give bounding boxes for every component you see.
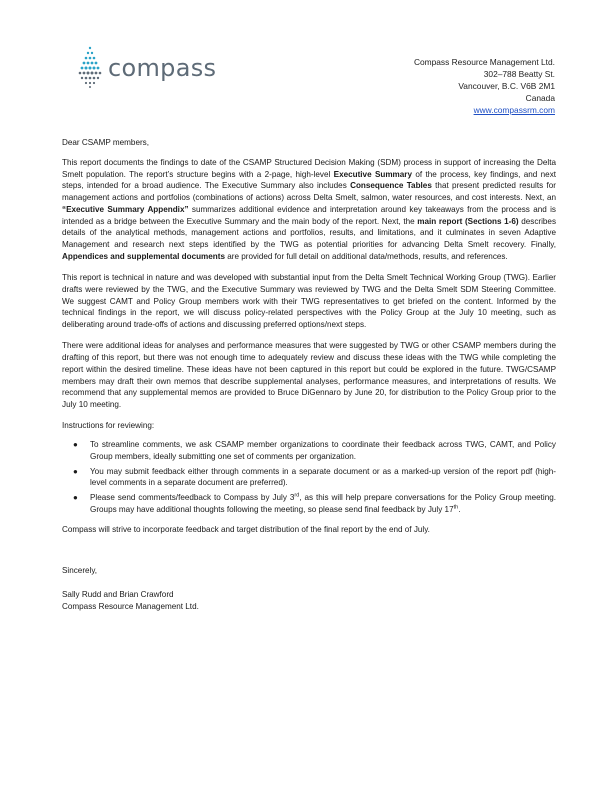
p1-text-c: of the process, key findings, and next steps, intended for a broad audience. The Executive Summary also includes	[62, 169, 557, 191]
address-country: Canada	[525, 92, 555, 103]
p1-text-k: are provided for full detail on additional data/methods, results, and references.	[224, 251, 508, 261]
compass-logo-icon	[72, 44, 108, 90]
bullet-icon: ●	[73, 440, 78, 449]
letter-body	[62, 137, 556, 613]
list-item	[73, 466, 556, 490]
p1-text-e: that present predicted results for management actions and portfolios (combinations of actions) across Delta Smelt, salmon, water resources, and cost interests. Next, an	[62, 181, 556, 202]
company-name: Compass Resource Management Ltd.	[413, 57, 555, 67]
paragraph-4: Compass will strive to incorporate feedback and target distribution of the final report by the end of July.	[62, 524, 430, 534]
bullet-3-sup-b: th	[453, 504, 459, 511]
compass-logo	[72, 44, 232, 90]
paragraph-2: This report is technical in nature and was developed with substantial input from the Delta Smelt Technical Working Group (TWG). Earlier drafts were reviewed by the TWG, and the Executive Summary was reviewed by TWG and the Delta Smelt SDM Steering Committee. We suggest CAMT and Policy Group members work with their TWG representatives to get briefed on the content. Informed by the technical findings in the report, we will discuss policy-related perspectives with the Policy Group at the July 10 meeting, such as deliberating around trade-offs of actions and discussing preferred options/next steps.	[62, 273, 556, 329]
list-item	[73, 439, 556, 463]
bullet-3-text-a: Please send comments/feedback to Compass by July 3	[90, 493, 295, 502]
p1-text-a: This report documents the findings to date of the CSAMP Structured Decision Making (SDM) process in support of increasing the Delta Smelt population. The report’s structure begins with a 2-page, high-level	[62, 157, 556, 179]
p1-bold-consequence-tables: Consequence Tables	[350, 181, 432, 191]
bullet-3-text-b: , as this will help prepare conversations for the Policy Group meeting. Groups may have additional thoughts following the meeting, so please send final feedback by July 17	[90, 493, 556, 514]
instructions-label: Instructions for reviewing:	[62, 421, 155, 431]
salutation: Dear CSAMP members,	[62, 138, 149, 147]
signer-company: Compass Resource Management Ltd.	[62, 601, 199, 611]
bullet-1-text: To streamline comments, we ask CSAMP member organizations to coordinate their feedback across TWG, CAMT, and Policy Group members, ideally submitting one set of comments per organization.	[90, 440, 556, 461]
p1-bold-main-report: main report (Sections 1-6)	[417, 216, 519, 226]
list-item	[73, 492, 556, 516]
paragraph-1	[62, 157, 556, 263]
p1-bold-exec-summary-appendix: “Executive Summary Appendix”	[62, 204, 189, 214]
p1-bold-executive-summary: Executive Summary	[333, 169, 412, 179]
p1-bold-appendices: Appendices and supplemental documents	[62, 251, 225, 261]
bullet-icon: ●	[73, 466, 78, 476]
bullet-2-text: You may submit feedback either through comments in a separate document or as a marked-up version of the report pdf (high-level comments in a separate document are preferred).	[90, 466, 556, 488]
instructions-list	[62, 439, 556, 516]
website-link[interactable]: www.compassrm.com	[473, 104, 555, 115]
company-address	[414, 57, 555, 117]
bullet-3-text-c: .	[458, 504, 461, 514]
logo-wordmark: compass	[108, 54, 217, 82]
p1-text-i: describes details of the analytical methods, management actions and portfolios, results, and limitations, and it culminates in seven Adaptive Management and research next steps identified by the TWG as potential priorities for advancing Delta Smelt recovery. Finally,	[62, 216, 557, 249]
address-line-2: Vancouver, B.C. V6B 2M1	[458, 80, 555, 91]
bullet-icon: ●	[73, 493, 78, 502]
p1-text-g: summarizes additional evidence and interpretation around key takeaways from the process and is intended as a bridge between the Executive Summary and the main body of the report. Next, the	[62, 204, 556, 226]
paragraph-3: There were additional ideas for analyses and performance measures that were suggested by TWG or other CSAMP members during the drafting of this report, but there was not enough time to adequately review and discuss these ideas with the TWG while completing the report within the desired timeline. These ideas have not been captured in this report but could be explored in the future. TWG/CSAMP members may draft their own memos that describe supplemental analyses, performance measures, and interpretations of results. We recommend that any supplemental memos are provided to Bruce DiGennaro by June 20, for distribution to the Policy Group prior to the July 10 meeting.	[62, 341, 556, 409]
bullet-3-sup-a: rd	[294, 492, 300, 499]
closing: Sincerely,	[62, 566, 98, 576]
signers: Sally Rudd and Brian Crawford	[62, 590, 174, 599]
address-line-1: 302–788 Beatty St.	[483, 68, 555, 79]
